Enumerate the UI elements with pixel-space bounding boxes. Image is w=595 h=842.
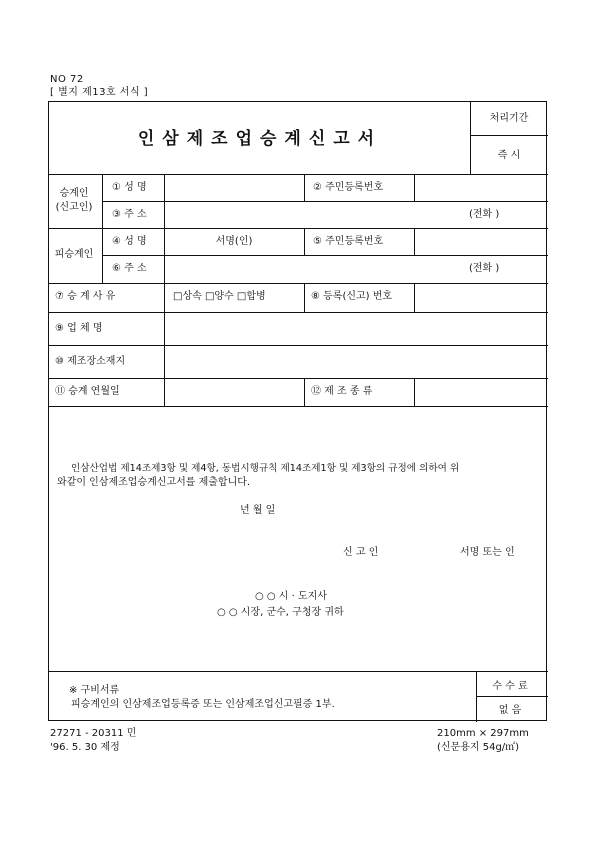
submission-date: 년 월 일 — [240, 505, 276, 516]
assignee-rrn-label: ② 주민등록번호 — [313, 182, 384, 193]
appendix-label: [ 별지 제13호 서식 ] — [50, 87, 149, 98]
recipient-governor: ○ ○ 시 · 도지사 — [255, 591, 327, 602]
form-title: 인삼제조업승계신고서 — [137, 129, 383, 149]
succession-date-label: ⑪ 승계 연월일 — [55, 386, 120, 397]
company-name-label: ⑨ 업 체 명 — [55, 323, 103, 334]
assignor-name-label: ④ 성 명 — [112, 236, 147, 247]
required-documents-title: ※ 구비서류 — [69, 685, 120, 696]
fee-label: 수 수 료 — [492, 681, 528, 692]
fee-value: 없 음 — [498, 705, 522, 716]
application-form — [48, 101, 547, 721]
assignor-signature-label: 서명(인) — [215, 236, 253, 247]
factory-location-label: ⑩ 제조장소재지 — [55, 356, 126, 367]
statement-line-1: 인삼산업법 제14조제3항 및 제4항, 동법시행규칙 제14조제1항 및 제3항의 규정에 의하여 위 — [71, 463, 460, 474]
succession-reason-options: □상속 □양수 □합병 — [173, 291, 266, 302]
assignee-group-label: 승계인 — [59, 188, 89, 199]
applicant-label: 신 고 인 — [343, 547, 379, 558]
footer-date: '96. 5. 30 제정 — [50, 742, 120, 753]
assignor-phone-label: (전화 ) — [469, 263, 500, 274]
paper-size: 210mm × 297mm — [437, 728, 529, 739]
registration-number-label: ⑧ 등록(신고) 번호 — [311, 291, 393, 302]
form-number: NO 72 — [50, 74, 84, 85]
product-type-label: ⑫ 제 조 종 류 — [311, 386, 373, 397]
succession-reason-label: ⑦ 승 계 사 유 — [55, 291, 116, 302]
signature-note: 서명 또는 인 — [460, 547, 515, 558]
assignee-address-label: ③ 주 소 — [112, 209, 147, 220]
assignee-group-sub: (신고인) — [55, 202, 93, 213]
processing-period-value: 즉 시 — [497, 150, 521, 161]
paper-type: (신문용지 54g/㎡) — [437, 742, 520, 753]
required-documents-text: 피승계인의 인삼제조업등록증 또는 인삼제조업신고필증 1부. — [71, 699, 335, 710]
assignor-rrn-label: ⑤ 주민등록번호 — [313, 236, 384, 247]
statement-line-2: 와같이 인삼제조업승계신고서를 제출합니다. — [57, 477, 251, 488]
assignor-address-label: ⑥ 주 소 — [112, 263, 147, 274]
recipient-mayor: ○ ○ 시장, 군수, 구청장 귀하 — [217, 607, 344, 618]
assignor-group-label: 피승계인 — [54, 249, 94, 260]
footer-code: 27271 - 20311 민 — [50, 728, 137, 739]
assignee-phone-label: (전화 ) — [469, 209, 500, 220]
assignee-name-label: ① 성 명 — [112, 182, 147, 193]
processing-period-label: 처리기간 — [489, 113, 529, 124]
